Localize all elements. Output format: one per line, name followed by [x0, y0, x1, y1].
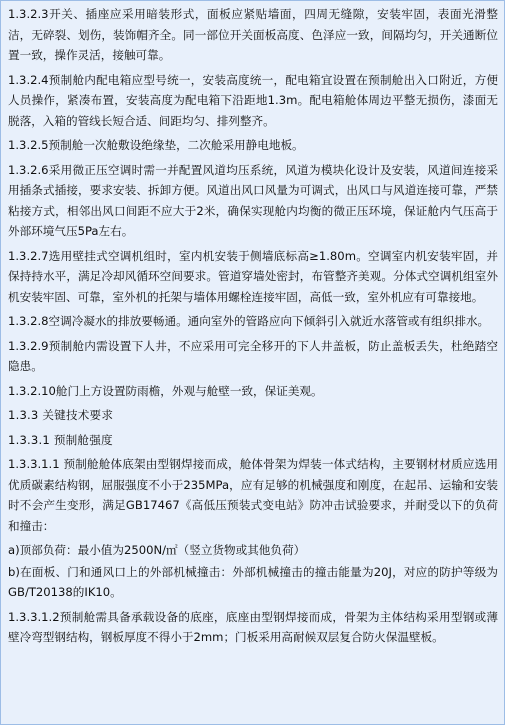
paragraph-1-3-2-3: 1.3.2.3开关、插座应采用暗装形式，面板应紧贴墙面，四周无缝隙，安装牢固，表面光滑整洁，无碎裂、划伤，装饰帽齐全。同一部位开关面板高度、色泽应一致，间隔均匀，开关通断位置一致，操作灵活，接触可靠。 — [8, 7, 498, 62]
list-item-b: b)在面板、门和通风口上的外部机械撞击：外部机械撞击的撞击能量为20J，对应的防护等级为GB/T20138的IK10。 — [8, 564, 498, 599]
paragraph-1-3-2-8: 1.3.2.8空调冷凝水的排放要畅通。通向室外的管路应向下倾斜引入就近水落管或有组织排水。 — [8, 314, 490, 328]
paragraph-1-3-2-10: 1.3.2.10舱门上方设置防雨檐，外观与舱壁一致，保证美观。 — [8, 383, 323, 398]
paragraph-1-3-2-4: 1.3.2.4预制舱内配电箱应型号统一，安装高度统一，配电箱宜设置在预制舱出入口附近，方便人员操作，紧凑布置，安装高度为配电箱下沿距地1.3m。配电箱舱体周边平整无损伤，漆面无脱落，入箱的管线长短合适、间距均匀、排列整齐。 — [8, 72, 498, 128]
paragraph-1-3-2-7: 1.3.2.7选用壁挂式空调机组时，室内机安装于侧墙底标高≥1.80m。空调室内机安装牢固，并保持持水平，满足冷却风循环空间要求。管道穿墙处密封，布管整齐美观。分体式空调机组室外机安装牢固、可靠，室外机的托架与墙体用螺栓连接牢固，高低一致，室外机应有可靠接地。 — [8, 248, 498, 304]
paragraph-1-3-3-1-2: 1.3.3.1.2预制舱需具备承载设备的底座，底座由型钢焊接而成，骨架为主体结构采用型钢或薄壁冷弯型钢结构，钢板厚度不得小于2mm；门板采用高耐候双层复合防火保温壁板。 — [8, 609, 498, 644]
subsection-heading-1-3-3-1: 1.3.3.1 预制舱强度 — [8, 432, 113, 447]
document-body — [1, 1, 504, 648]
paragraph-1-3-2-6: 1.3.2.6采用微正压空调时需一并配置风道均压系统，风道为模块化设计及安装，风道间连接采用插条式插接，要求安装、拆卸方便。风道出风口风量为可调式，出风口与风道连接可靠，严禁粘接方式，相邻出风口间距不应大于2米，确保实现舱内均衡的微正压环境，保证舱内气压高于外部环境气压5Pa左右。 — [8, 162, 498, 238]
paragraph-1-3-3-1-1: 1.3.3.1.1 预制舱舱体底架由型钢焊接而成，舱体骨架为焊装一体式结构，主要钢材材质应选用优质碳素结构钢，屈服强度不小于235MPa，应有足够的机械强度和刚度，在起吊、运输和安装时不会产生变形，满足GB17467《高低压预装式变电站》防冲击试验要求，并耐受以下的负荷和撞击： — [8, 457, 498, 533]
list-item-a: a)顶部负荷：最小值为2500N/㎡（竖立货物或其他负荷） — [8, 543, 306, 557]
paragraph-1-3-2-5: 1.3.2.5预制舱一次舱敷设绝缘垫，二次舱采用静电地板。 — [8, 138, 304, 152]
paragraph-1-3-2-9: 1.3.2.9预制舱内需设置下人井，不应采用可完全移开的下人井盖板，防止盖板丢失，杜绝踏空隐患。 — [8, 338, 498, 373]
section-heading-1-3-3: 1.3.3 关键技术要求 — [8, 408, 114, 422]
